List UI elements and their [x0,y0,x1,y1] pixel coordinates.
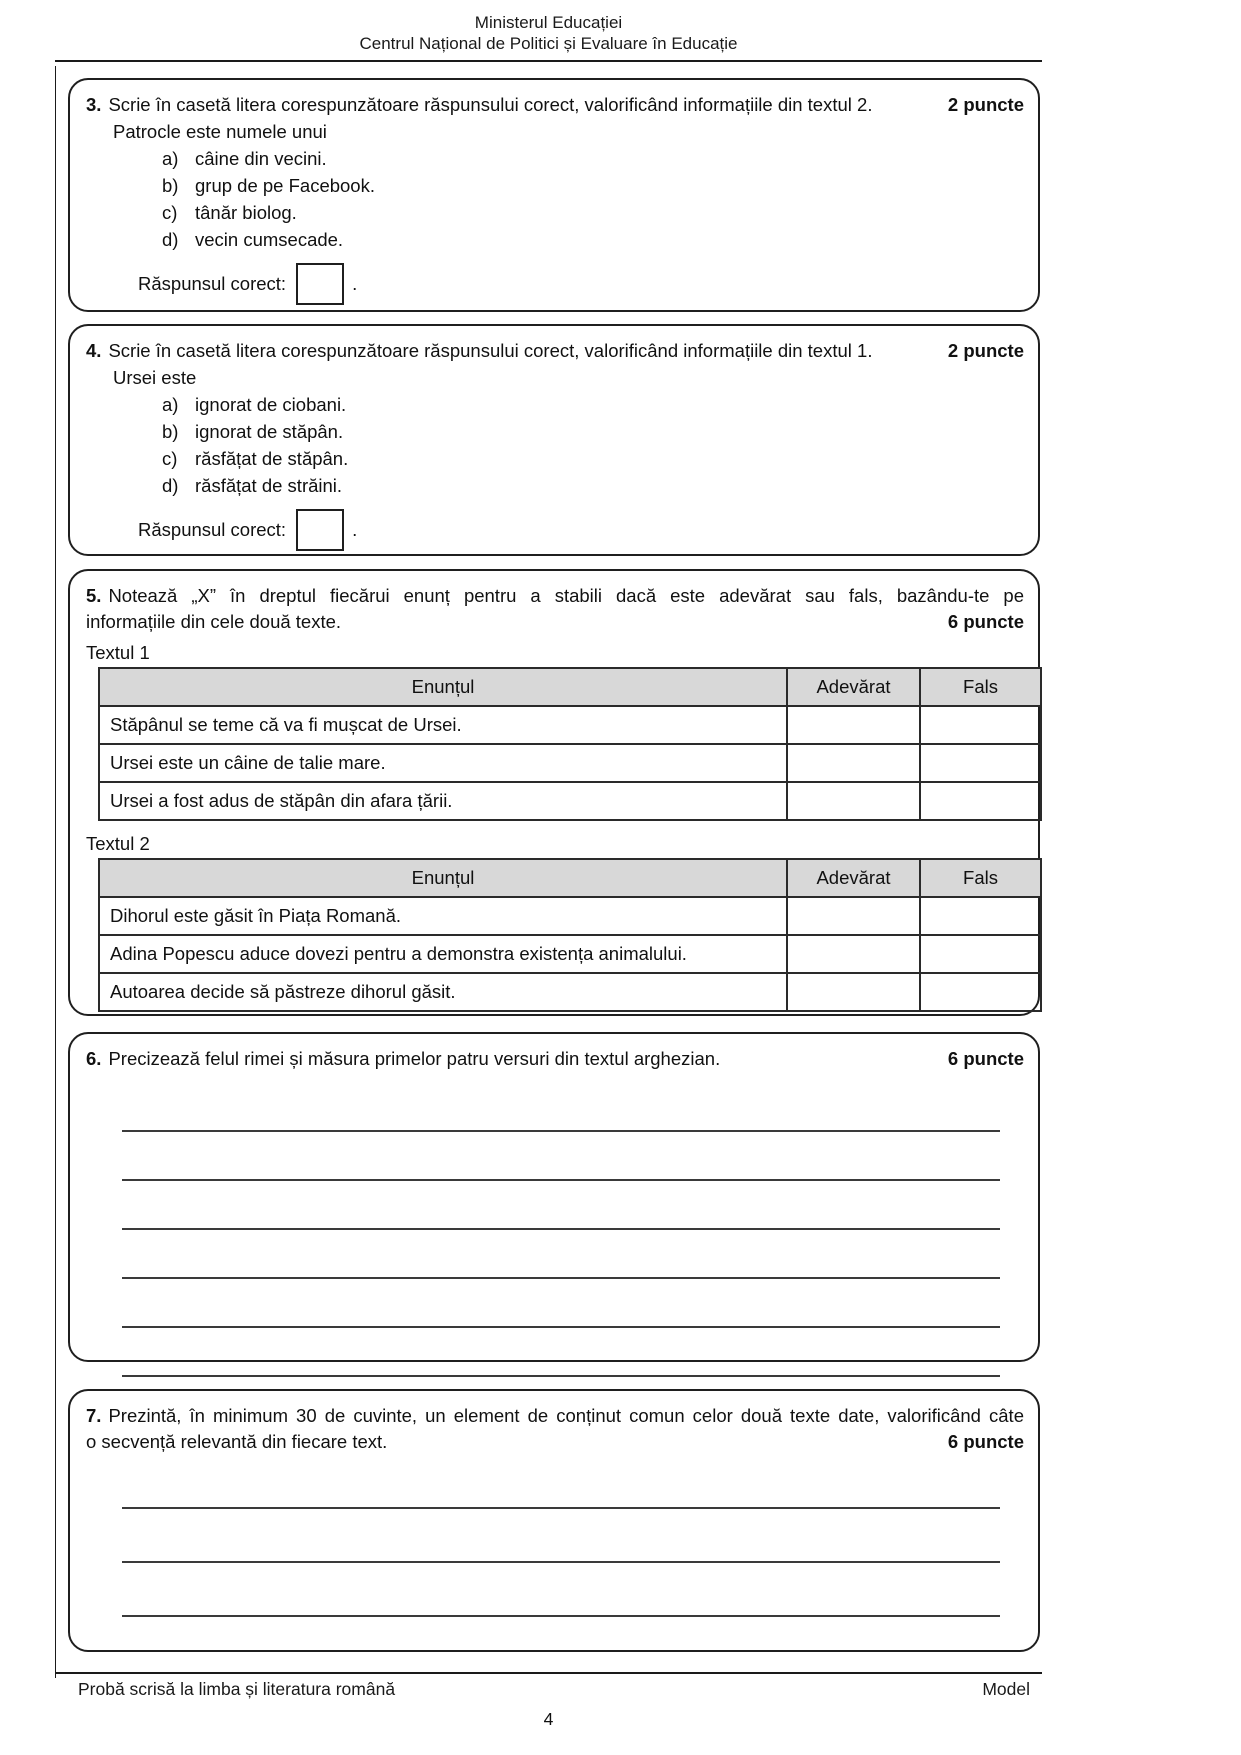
question-4-answer-label: Răspunsul corect: [138,519,287,540]
question-4-option-c: c) răsfățat de stăpân. [162,448,349,469]
question-4-stem: Ursei este [113,367,197,388]
question-4-box [68,324,1040,556]
writing-line[interactable] [122,1509,1000,1563]
footer-rule [55,1672,1042,1674]
question-3-answer-row [138,263,1024,305]
table-row [99,897,1041,935]
true-header: Adevărat [787,859,920,897]
question-6-prompt: 6. Precizează felul rimei și măsura primelor patru versuri din textul arghezian. [86,1048,721,1069]
header-rule [55,60,1042,62]
question-4-points: 2 puncte [947,340,1024,361]
question-6-box [68,1032,1040,1362]
true-header: Adevărat [787,668,920,706]
question-7-prompt-line2-row [86,1429,1024,1455]
false-cell[interactable] [920,744,1041,782]
true-cell[interactable] [787,935,920,973]
question-3-option-b: b) grup de pe Facebook. [162,175,375,196]
question-3-number: 3. [86,94,102,115]
false-cell[interactable] [920,935,1041,973]
question-3-option-d: d) vecin cumsecade. [162,229,344,250]
true-false-table-text-2 [98,858,1042,1012]
question-6-answer-area [122,1083,1000,1377]
statement-cell: Ursei a fost adus de stăpân din afara țării. [99,782,787,820]
writing-line[interactable] [122,1328,1000,1377]
writing-line[interactable] [122,1563,1000,1617]
question-3-points: 2 puncte [947,94,1024,115]
statement-header: Enunțul [99,859,787,897]
table-row [99,782,1041,820]
question-7-prompt-line2: o secvență relevantă din fiecare text. [86,1431,388,1452]
question-4-option-b: b) ignorat de stăpân. [162,421,344,442]
true-cell[interactable] [787,744,920,782]
writing-line[interactable] [122,1230,1000,1279]
question-3-prompt: 3. Scrie în casetă litera corespunzătoare răspunsului corect, valorificând informațiile din textul 2. [86,94,873,115]
question-4-option-d: d) răsfățat de străini. [162,475,343,496]
question-6-points: 6 puncte [947,1048,1024,1069]
statement-header: Enunțul [99,668,787,706]
statement-cell: Dihorul este găsit în Piața Romană. [99,897,787,935]
writing-line[interactable] [122,1181,1000,1230]
question-5-prompt-line1: 5. Notează „X” în dreptul fiecărui enunț pentru a stabili dacă este adevărat sau fals, bazându-te pe [86,585,1024,606]
question-3-answer-period: . [352,273,358,294]
true-cell[interactable] [787,973,920,1011]
page-number: 4 [543,1709,554,1729]
table-row [99,744,1041,782]
page-footer [78,1679,1030,1700]
question-6-number: 6. [86,1048,102,1069]
question-3-answer-box[interactable] [296,263,344,305]
question-4-option-a: a) ignorat de ciobani. [162,394,347,415]
question-3-stem: Patrocle este numele unui [113,121,327,142]
writing-line[interactable] [122,1279,1000,1328]
false-header: Fals [920,668,1041,706]
question-4-answer-period: . [352,519,358,540]
page-header [55,0,1042,54]
question-7-box [68,1389,1040,1652]
statement-cell: Stăpânul se teme că va fi mușcat de Ursei. [99,706,787,744]
footer-exam-title: Probă scrisă la limba și literatura română [78,1679,396,1699]
true-cell[interactable] [787,897,920,935]
question-3-option-a: a) câine din vecini. [162,148,327,169]
footer-model-label: Model [982,1679,1030,1699]
question-3-box [68,78,1040,312]
false-cell[interactable] [920,706,1041,744]
table-header-row [99,668,1041,706]
true-false-table-text-1 [98,667,1042,821]
true-cell[interactable] [787,782,920,820]
writing-line[interactable] [122,1083,1000,1132]
text-1-label: Textul 1 [86,642,150,663]
writing-line[interactable] [122,1132,1000,1181]
question-5-points: 6 puncte [947,611,1024,632]
question-4-answer-row [138,509,1024,551]
text-2-label: Textul 2 [86,833,150,854]
question-4-number: 4. [86,340,102,361]
question-7-points: 6 puncte [947,1431,1024,1452]
question-5-prompt-line2-row [86,609,1024,635]
center-title: Centrul Național de Politici și Evaluare în Educație [359,34,738,53]
ministry-title: Ministerul Educației [474,13,623,32]
question-4-prompt: 4. Scrie în casetă litera corespunzătoare răspunsului corect, valorificând informațiile din textul 1. [86,340,873,361]
question-3-answer-label: Răspunsul corect: [138,273,287,294]
question-3-option-c: c) tânăr biolog. [162,202,297,223]
question-3-prompt-row [86,92,1024,118]
left-margin-line [55,66,56,1678]
table-row [99,706,1041,744]
true-cell[interactable] [787,706,920,744]
statement-cell: Ursei este un câine de talie mare. [99,744,787,782]
writing-line[interactable] [122,1455,1000,1509]
false-cell[interactable] [920,782,1041,820]
table-row [99,935,1041,973]
question-5-box [68,569,1040,1016]
false-cell[interactable] [920,973,1041,1011]
question-6-prompt-row [86,1046,1024,1072]
false-cell[interactable] [920,897,1041,935]
statement-cell: Autoarea decide să păstreze dihorul găsit. [99,973,787,1011]
false-header: Fals [920,859,1041,897]
question-4-prompt-row [86,338,1024,364]
table-header-row [99,859,1041,897]
question-5-prompt-line2: informațiile din cele două texte. [86,611,342,632]
table-row [99,973,1041,1011]
question-7-number: 7. [86,1405,102,1426]
question-7-answer-area [122,1455,1000,1617]
question-5-number: 5. [86,585,102,606]
statement-cell: Adina Popescu aduce dovezi pentru a demonstra existența animalului. [99,935,787,973]
question-4-answer-box[interactable] [296,509,344,551]
question-7-prompt-line1: 7. Prezintă, în minimum 30 de cuvinte, un element de conținut comun celor două texte date, valorificând câte [86,1405,1024,1426]
